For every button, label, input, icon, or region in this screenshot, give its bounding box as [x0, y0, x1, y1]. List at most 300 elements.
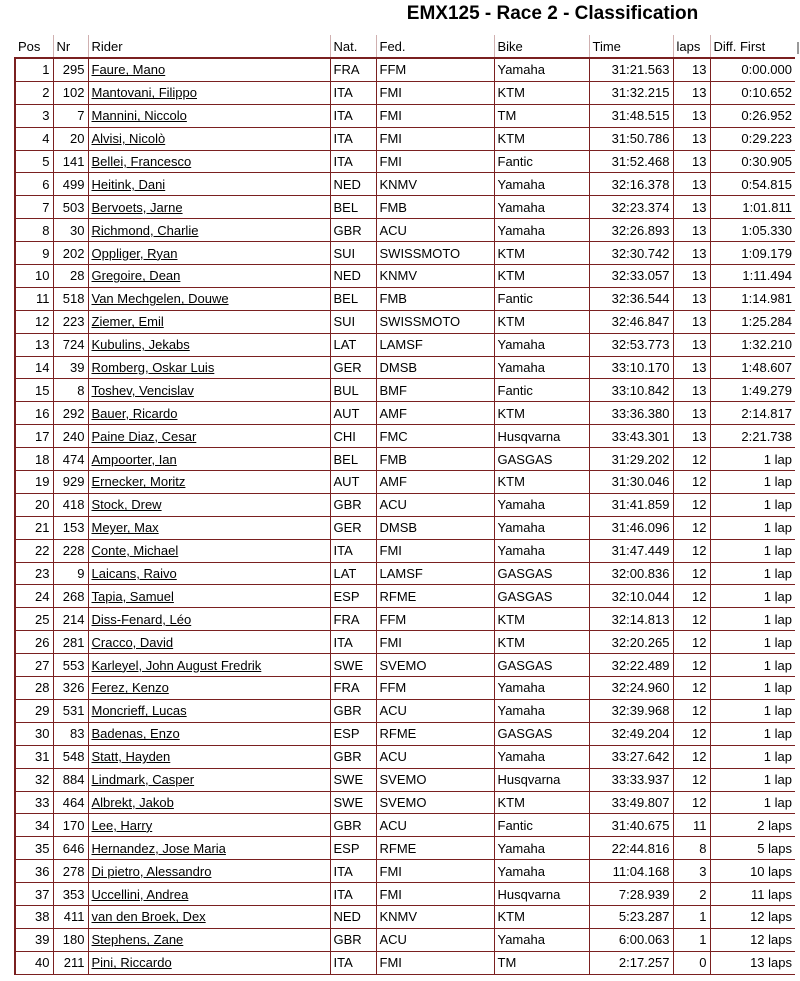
fed-cell: FMI [376, 104, 494, 127]
time-cell: 32:20.265 [589, 631, 673, 654]
header-fed: Fed. [376, 35, 494, 58]
bike-cell: Yamaha [494, 677, 589, 700]
time-cell: 33:10.170 [589, 356, 673, 379]
rider-link[interactable]: Albrekt, Jakob [88, 791, 330, 814]
nat-cell: LAT [330, 333, 376, 356]
nr-cell: 30 [53, 219, 88, 242]
laps-cell: 13 [673, 425, 710, 448]
table-row [15, 585, 795, 608]
bike-cell: KTM [494, 81, 589, 104]
bike-cell: Fantic [494, 150, 589, 173]
nat-cell: GBR [330, 699, 376, 722]
nr-cell: 278 [53, 860, 88, 883]
laps-cell: 13 [673, 379, 710, 402]
nr-cell: 281 [53, 631, 88, 654]
laps-cell: 13 [673, 81, 710, 104]
pos-cell: 25 [15, 608, 53, 631]
rider-link[interactable]: Diss-Fenard, Léo [88, 608, 330, 631]
rider-link[interactable]: Heitink, Dani [88, 173, 330, 196]
pos-cell: 22 [15, 539, 53, 562]
pos-cell: 30 [15, 722, 53, 745]
fed-cell: ACU [376, 219, 494, 242]
rider-link[interactable]: Mantovani, Filippo [88, 81, 330, 104]
pos-cell: 37 [15, 883, 53, 906]
laps-cell: 12 [673, 699, 710, 722]
table-row [15, 425, 795, 448]
nat-cell: ITA [330, 150, 376, 173]
laps-cell: 12 [673, 585, 710, 608]
fed-cell: FMI [376, 127, 494, 150]
rider-link[interactable]: Tapia, Samuel [88, 585, 330, 608]
table-row [15, 516, 795, 539]
time-cell: 7:28.939 [589, 883, 673, 906]
rider-link[interactable]: Ampoorter, Ian [88, 448, 330, 471]
time-cell: 32:23.374 [589, 196, 673, 219]
nr-cell: 9 [53, 562, 88, 585]
nr-cell: 884 [53, 768, 88, 791]
laps-cell: 13 [673, 242, 710, 265]
rider-link[interactable]: Moncrieff, Lucas [88, 699, 330, 722]
time-cell: 32:46.847 [589, 310, 673, 333]
bike-cell: GASGAS [494, 585, 589, 608]
nat-cell: GBR [330, 745, 376, 768]
rider-link[interactable]: Faure, Mano [88, 58, 330, 81]
header-nat: Nat. [330, 35, 376, 58]
nr-cell: 141 [53, 150, 88, 173]
rider-link[interactable]: Badenas, Enzo [88, 722, 330, 745]
laps-cell: 12 [673, 539, 710, 562]
diff-cell: 1:32.210 [710, 333, 795, 356]
laps-cell: 12 [673, 516, 710, 539]
table-row [15, 310, 795, 333]
pos-cell: 36 [15, 860, 53, 883]
fed-cell: FMI [376, 883, 494, 906]
fed-cell: ACU [376, 814, 494, 837]
rider-link[interactable]: Kubulins, Jekabs [88, 333, 330, 356]
table-row [15, 379, 795, 402]
rider-link[interactable]: Oppliger, Ryan [88, 242, 330, 265]
table-row [15, 608, 795, 631]
diff-cell: 1 lap [710, 791, 795, 814]
bike-cell: KTM [494, 242, 589, 265]
diff-cell: 12 laps [710, 905, 795, 928]
nat-cell: ITA [330, 104, 376, 127]
bike-cell: Yamaha [494, 356, 589, 379]
table-row [15, 150, 795, 173]
fed-cell: FMB [376, 448, 494, 471]
rider-link[interactable]: Meyer, Max [88, 516, 330, 539]
fed-cell: FMI [376, 81, 494, 104]
pos-cell: 14 [15, 356, 53, 379]
nat-cell: FRA [330, 58, 376, 81]
table-row [15, 791, 795, 814]
bike-cell: Fantic [494, 287, 589, 310]
table-header-row [15, 35, 795, 58]
laps-cell: 12 [673, 608, 710, 631]
fed-cell: FMI [376, 539, 494, 562]
header-pos: Pos [15, 35, 53, 58]
rider-link[interactable]: Romberg, Oskar Luis [88, 356, 330, 379]
pos-cell: 11 [15, 287, 53, 310]
nr-cell: 724 [53, 333, 88, 356]
pos-cell: 29 [15, 699, 53, 722]
rider-link[interactable]: Uccellini, Andrea [88, 883, 330, 906]
nat-cell: ITA [330, 883, 376, 906]
pos-cell: 28 [15, 677, 53, 700]
nr-cell: 39 [53, 356, 88, 379]
table-row [15, 905, 795, 928]
fed-cell: SWISSMOTO [376, 242, 494, 265]
nr-cell: 28 [53, 265, 88, 288]
time-cell: 33:27.642 [589, 745, 673, 768]
nr-cell: 464 [53, 791, 88, 814]
rider-link[interactable]: Lindmark, Casper [88, 768, 330, 791]
rider-link[interactable]: Richmond, Charlie [88, 219, 330, 242]
fed-cell: LAMSF [376, 562, 494, 585]
diff-cell: 1 lap [710, 745, 795, 768]
time-cell: 33:43.301 [589, 425, 673, 448]
table-row [15, 951, 795, 974]
rider-link[interactable]: Ziemer, Emil [88, 310, 330, 333]
time-cell: 32:36.544 [589, 287, 673, 310]
nr-cell: 228 [53, 539, 88, 562]
bike-cell: Yamaha [494, 173, 589, 196]
nr-cell: 211 [53, 951, 88, 974]
rider-link[interactable]: Conte, Michael [88, 539, 330, 562]
time-cell: 33:49.807 [589, 791, 673, 814]
time-cell: 5:23.287 [589, 905, 673, 928]
pos-cell: 21 [15, 516, 53, 539]
diff-cell: 1:25.284 [710, 310, 795, 333]
nr-cell: 170 [53, 814, 88, 837]
bike-cell: KTM [494, 471, 589, 494]
nat-cell: ITA [330, 860, 376, 883]
nat-cell: NED [330, 905, 376, 928]
laps-cell: 3 [673, 860, 710, 883]
pos-cell: 9 [15, 242, 53, 265]
laps-cell: 13 [673, 196, 710, 219]
pos-cell: 31 [15, 745, 53, 768]
cut-off-column-edge [797, 42, 799, 54]
rider-link[interactable]: Stephens, Zane [88, 928, 330, 951]
laps-cell: 12 [673, 562, 710, 585]
nat-cell: NED [330, 173, 376, 196]
table-row [15, 699, 795, 722]
time-cell: 32:39.968 [589, 699, 673, 722]
pos-cell: 20 [15, 493, 53, 516]
pos-cell: 17 [15, 425, 53, 448]
bike-cell: Husqvarna [494, 425, 589, 448]
diff-cell: 1 lap [710, 631, 795, 654]
table-row [15, 219, 795, 242]
time-cell: 22:44.816 [589, 837, 673, 860]
laps-cell: 13 [673, 219, 710, 242]
laps-cell: 1 [673, 905, 710, 928]
bike-cell: KTM [494, 791, 589, 814]
laps-cell: 13 [673, 310, 710, 333]
time-cell: 33:10.842 [589, 379, 673, 402]
fed-cell: ACU [376, 493, 494, 516]
bike-cell: Husqvarna [494, 883, 589, 906]
rider-link[interactable]: Bervoets, Jarne [88, 196, 330, 219]
rider-link[interactable]: Bauer, Ricardo [88, 402, 330, 425]
rider-link[interactable]: Bellei, Francesco [88, 150, 330, 173]
bike-cell: GASGAS [494, 654, 589, 677]
bike-cell: Fantic [494, 814, 589, 837]
nat-cell: ESP [330, 837, 376, 860]
table-row [15, 722, 795, 745]
nr-cell: 268 [53, 585, 88, 608]
pos-cell: 10 [15, 265, 53, 288]
table-row [15, 745, 795, 768]
rider-link[interactable]: Gregoire, Dean [88, 265, 330, 288]
pos-cell: 4 [15, 127, 53, 150]
time-cell: 2:17.257 [589, 951, 673, 974]
bike-cell: Yamaha [494, 333, 589, 356]
diff-cell: 5 laps [710, 837, 795, 860]
nat-cell: SWE [330, 768, 376, 791]
table-row [15, 493, 795, 516]
nat-cell: SUI [330, 242, 376, 265]
time-cell: 31:50.786 [589, 127, 673, 150]
nat-cell: BEL [330, 287, 376, 310]
laps-cell: 1 [673, 928, 710, 951]
table-row [15, 448, 795, 471]
diff-cell: 1 lap [710, 608, 795, 631]
table-row [15, 654, 795, 677]
header-time: Time [589, 35, 673, 58]
table-row [15, 837, 795, 860]
nat-cell: SWE [330, 791, 376, 814]
pos-cell: 23 [15, 562, 53, 585]
nr-cell: 418 [53, 493, 88, 516]
table-row [15, 928, 795, 951]
diff-cell: 1:49.279 [710, 379, 795, 402]
nr-cell: 503 [53, 196, 88, 219]
fed-cell: SWISSMOTO [376, 310, 494, 333]
laps-cell: 2 [673, 883, 710, 906]
pos-cell: 26 [15, 631, 53, 654]
rider-link[interactable]: Lee, Harry [88, 814, 330, 837]
time-cell: 32:33.057 [589, 265, 673, 288]
pos-cell: 33 [15, 791, 53, 814]
time-cell: 31:47.449 [589, 539, 673, 562]
table-row [15, 814, 795, 837]
laps-cell: 12 [673, 448, 710, 471]
pos-cell: 38 [15, 905, 53, 928]
bike-cell: TM [494, 104, 589, 127]
nat-cell: BEL [330, 448, 376, 471]
time-cell: 31:40.675 [589, 814, 673, 837]
table-row [15, 677, 795, 700]
rider-link[interactable]: Karleyel, John August Fredrik [88, 654, 330, 677]
fed-cell: BMF [376, 379, 494, 402]
fed-cell: AMF [376, 471, 494, 494]
table-row [15, 768, 795, 791]
pos-cell: 24 [15, 585, 53, 608]
fed-cell: SVEMO [376, 768, 494, 791]
rider-link[interactable]: Paine Diaz, Cesar [88, 425, 330, 448]
diff-cell: 1 lap [710, 471, 795, 494]
bike-cell: Yamaha [494, 196, 589, 219]
laps-cell: 12 [673, 722, 710, 745]
table-row [15, 402, 795, 425]
table-row [15, 104, 795, 127]
diff-cell: 1:05.330 [710, 219, 795, 242]
diff-cell: 0:54.815 [710, 173, 795, 196]
rider-link[interactable]: Pini, Riccardo [88, 951, 330, 974]
bike-cell: KTM [494, 608, 589, 631]
time-cell: 32:24.960 [589, 677, 673, 700]
nat-cell: GBR [330, 493, 376, 516]
fed-cell: DMSB [376, 356, 494, 379]
nr-cell: 646 [53, 837, 88, 860]
diff-cell: 1 lap [710, 677, 795, 700]
nat-cell: AUT [330, 471, 376, 494]
fed-cell: RFME [376, 585, 494, 608]
diff-cell: 0:10.652 [710, 81, 795, 104]
nr-cell: 20 [53, 127, 88, 150]
time-cell: 32:49.204 [589, 722, 673, 745]
time-cell: 32:53.773 [589, 333, 673, 356]
rider-link[interactable]: Cracco, David [88, 631, 330, 654]
nat-cell: ITA [330, 631, 376, 654]
pos-cell: 27 [15, 654, 53, 677]
fed-cell: FMB [376, 196, 494, 219]
nr-cell: 7 [53, 104, 88, 127]
bike-cell: Yamaha [494, 860, 589, 883]
nr-cell: 153 [53, 516, 88, 539]
pos-cell: 34 [15, 814, 53, 837]
pos-cell: 16 [15, 402, 53, 425]
rider-link[interactable]: Di pietro, Alessandro [88, 860, 330, 883]
diff-cell: 1:09.179 [710, 242, 795, 265]
laps-cell: 12 [673, 791, 710, 814]
nat-cell: SWE [330, 654, 376, 677]
nat-cell: ESP [330, 722, 376, 745]
fed-cell: FMI [376, 860, 494, 883]
table-row [15, 127, 795, 150]
nat-cell: GBR [330, 928, 376, 951]
laps-cell: 12 [673, 471, 710, 494]
rider-link[interactable]: Toshev, Vencislav [88, 379, 330, 402]
table-row [15, 631, 795, 654]
nat-cell: GBR [330, 219, 376, 242]
bike-cell: Yamaha [494, 745, 589, 768]
bike-cell: KTM [494, 905, 589, 928]
bike-cell: KTM [494, 402, 589, 425]
bike-cell: GASGAS [494, 448, 589, 471]
pos-cell: 35 [15, 837, 53, 860]
diff-cell: 0:30.905 [710, 150, 795, 173]
rider-link[interactable]: Hernandez, Jose Maria [88, 837, 330, 860]
table-row [15, 287, 795, 310]
diff-cell: 11 laps [710, 883, 795, 906]
laps-cell: 13 [673, 356, 710, 379]
laps-cell: 0 [673, 951, 710, 974]
pos-cell: 5 [15, 150, 53, 173]
nat-cell: ITA [330, 539, 376, 562]
rider-link[interactable]: Mannini, Niccolo [88, 104, 330, 127]
diff-cell: 1 lap [710, 562, 795, 585]
diff-cell: 1 lap [710, 585, 795, 608]
table-row [15, 196, 795, 219]
pos-cell: 39 [15, 928, 53, 951]
rider-link[interactable]: van den Broek, Dex [88, 905, 330, 928]
diff-cell: 1:48.607 [710, 356, 795, 379]
header-rider: Rider [88, 35, 330, 58]
diff-cell: 1:11.494 [710, 265, 795, 288]
nat-cell: FRA [330, 608, 376, 631]
bike-cell: Yamaha [494, 699, 589, 722]
laps-cell: 12 [673, 677, 710, 700]
fed-cell: KNMV [376, 265, 494, 288]
diff-cell: 1 lap [710, 493, 795, 516]
laps-cell: 12 [673, 768, 710, 791]
diff-cell: 1 lap [710, 654, 795, 677]
diff-cell: 0:00.000 [710, 58, 795, 81]
rider-link[interactable]: Alvisi, Nicolò [88, 127, 330, 150]
laps-cell: 13 [673, 150, 710, 173]
diff-cell: 0:26.952 [710, 104, 795, 127]
time-cell: 32:14.813 [589, 608, 673, 631]
classification-table [14, 35, 795, 975]
table-row [15, 471, 795, 494]
diff-cell: 1 lap [710, 539, 795, 562]
rider-link[interactable]: Ernecker, Moritz [88, 471, 330, 494]
fed-cell: FFM [376, 608, 494, 631]
fed-cell: FMI [376, 150, 494, 173]
diff-cell: 1:14.981 [710, 287, 795, 310]
nr-cell: 8 [53, 379, 88, 402]
rider-link[interactable]: Stock, Drew [88, 493, 330, 516]
time-cell: 31:52.468 [589, 150, 673, 173]
time-cell: 32:10.044 [589, 585, 673, 608]
diff-cell: 1 lap [710, 699, 795, 722]
time-cell: 6:00.063 [589, 928, 673, 951]
nr-cell: 292 [53, 402, 88, 425]
fed-cell: KNMV [376, 905, 494, 928]
laps-cell: 12 [673, 654, 710, 677]
nr-cell: 411 [53, 905, 88, 928]
rider-link[interactable]: Van Mechgelen, Douwe [88, 287, 330, 310]
nr-cell: 499 [53, 173, 88, 196]
fed-cell: SVEMO [376, 791, 494, 814]
nr-cell: 531 [53, 699, 88, 722]
bike-cell: GASGAS [494, 722, 589, 745]
rider-link[interactable]: Ferez, Kenzo [88, 677, 330, 700]
nr-cell: 223 [53, 310, 88, 333]
diff-cell: 13 laps [710, 951, 795, 974]
rider-link[interactable]: Statt, Hayden [88, 745, 330, 768]
fed-cell: ACU [376, 699, 494, 722]
diff-cell: 1 lap [710, 768, 795, 791]
laps-cell: 13 [673, 173, 710, 196]
diff-cell: 10 laps [710, 860, 795, 883]
fed-cell: FFM [376, 58, 494, 81]
table-row [15, 539, 795, 562]
pos-cell: 32 [15, 768, 53, 791]
nr-cell: 214 [53, 608, 88, 631]
time-cell: 31:29.202 [589, 448, 673, 471]
diff-cell: 1 lap [710, 448, 795, 471]
diff-cell: 0:29.223 [710, 127, 795, 150]
table-row [15, 58, 795, 81]
time-cell: 32:00.836 [589, 562, 673, 585]
rider-link[interactable]: Laicans, Raivo [88, 562, 330, 585]
bike-cell: Yamaha [494, 516, 589, 539]
fed-cell: AMF [376, 402, 494, 425]
